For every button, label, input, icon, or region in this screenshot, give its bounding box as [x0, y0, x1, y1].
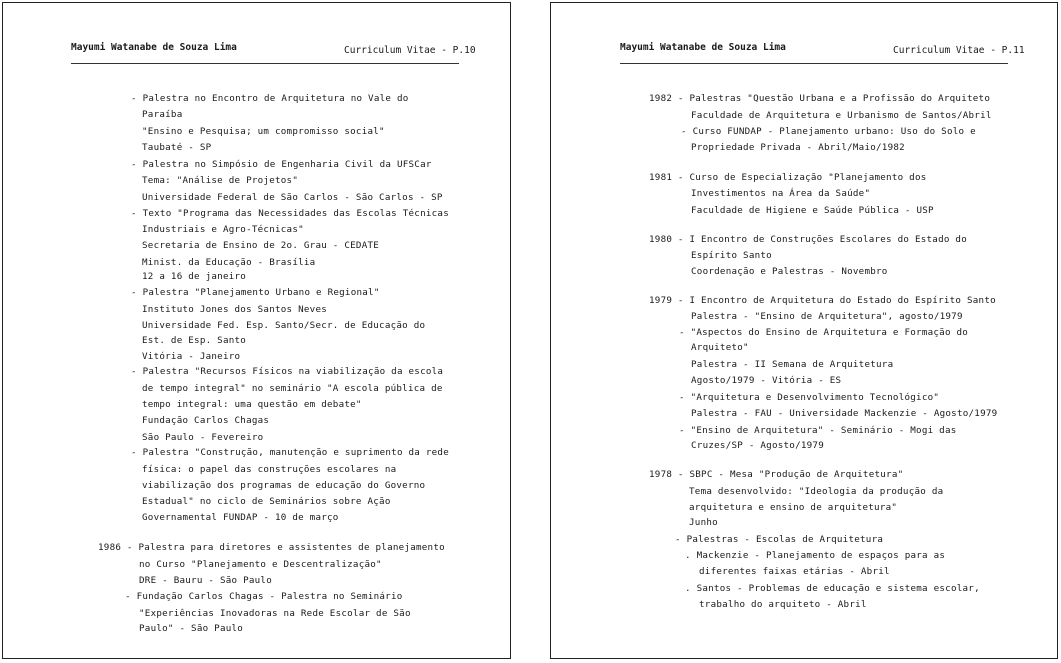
text-line: Palestra - FAU - Universidade Mackenzie - Agosto/1979: [691, 408, 998, 419]
text-line: 1980 - I Encontro de Construções Escolares do Estado do: [649, 234, 967, 245]
page-header-title: Curriculum Vitae - P.11: [893, 45, 1025, 56]
page-header-name: Mayumi Watanabe de Souza Lima: [620, 42, 786, 53]
text-line: . Mackenzie - Planejamento de espaços para as: [685, 550, 946, 561]
text-line: Espírito Santo: [691, 250, 772, 261]
text-line: Palestra - II Semana de Arquitetura: [691, 359, 894, 370]
text-line: - Palestras - Escolas de Arquitetura: [675, 534, 884, 545]
text-line: Minist. da Educação - Brasília: [142, 257, 316, 268]
curriculum-page-right: [550, 2, 1058, 659]
text-line: tempo integral: uma questão em debate": [142, 399, 362, 410]
text-line: diferentes faixas etárias - Abril: [699, 566, 890, 577]
text-line: Investimentos na Área da Saúde": [691, 188, 871, 199]
text-line: Fundação Carlos Chagas: [142, 415, 270, 426]
text-line: Industriais e Agro-Técnicas": [142, 224, 304, 235]
text-line: Paraíba: [142, 109, 183, 120]
header-divider: [620, 63, 1008, 64]
text-line: Instituto Jones dos Santos Neves: [142, 304, 328, 315]
text-line: Universidade Fed. Esp. Santo/Secr. de Educação do: [142, 320, 426, 331]
text-line: - Palestra no Encontro de Arquitetura no Vale do: [131, 93, 409, 104]
text-line: Agosto/1979 - Vitória - ES: [691, 375, 842, 386]
text-line: arquitetura e ensino de arquitetura": [689, 502, 898, 513]
text-line: Propriedade Privada - Abril/Maio/1982: [691, 142, 905, 153]
header-divider: [71, 63, 459, 64]
text-line: Cruzes/SP - Agosto/1979: [691, 440, 824, 451]
text-line: física: o papel das construções escolares na: [142, 464, 397, 475]
text-line: Palestra - "Ensino de Arquitetura", agosto/1979: [691, 311, 963, 322]
text-line: 1979 - I Encontro de Arquitetura do Estado do Espírito Santo: [649, 295, 996, 306]
text-line: Tema desenvolvido: "Ideologia da produção da: [689, 486, 944, 497]
text-line: de tempo integral" no seminário "A escola pública de: [142, 383, 443, 394]
text-line: - Curso FUNDAP - Planejamento urbano: Uso do Solo e: [681, 126, 976, 137]
curriculum-page-left: [2, 2, 511, 659]
text-line: DRE - Bauru - São Paulo: [139, 575, 272, 586]
text-line: Secretaria de Ensino de 2o. Grau - CEDATE: [142, 240, 380, 251]
text-line: Governamental FUNDAP - 10 de março: [142, 512, 339, 523]
text-line: 12 a 16 de janeiro: [142, 271, 247, 282]
text-line: trabalho do arquiteto - Abril: [699, 599, 867, 610]
text-line: - "Aspectos do Ensino de Arquitetura e Formação do: [679, 327, 969, 338]
text-line: 1986 - Palestra para diretores e assistentes de planejamento: [98, 542, 445, 553]
text-line: - Palestra "Construção, manutenção e suprimento da rede: [131, 447, 449, 458]
text-line: 1981 - Curso de Especialização "Planejamento dos: [649, 172, 927, 183]
text-line: "Experiências Inovadoras na Rede Escolar de São: [139, 608, 411, 619]
page-header-title: Curriculum Vitae - P.10: [344, 45, 476, 56]
text-line: - Palestra "Planejamento Urbano e Regional": [131, 287, 380, 298]
text-line: Est. de Esp. Santo: [142, 335, 247, 346]
text-line: Faculdade de Higiene e Saúde Pública - USP: [691, 205, 934, 216]
text-line: Taubaté - SP: [142, 142, 212, 153]
text-line: no Curso "Planejamento e Descentralização": [139, 559, 382, 570]
text-line: 1982 - Palestras "Questão Urbana e a Profissão do Arquiteto: [649, 93, 991, 104]
text-line: Coordenação e Palestras - Novembro: [691, 266, 888, 277]
text-line: Vitória - Janeiro: [142, 351, 241, 362]
text-line: São Paulo - Fevereiro: [142, 432, 264, 443]
text-line: 1978 - SBPC - Mesa "Produção de Arquitetura": [649, 469, 904, 480]
text-line: - Palestra no Simpósio de Engenharia Civil da UFSCar: [131, 159, 432, 170]
text-line: Arquiteto": [691, 342, 749, 353]
text-line: - Texto "Programa das Necessidades das Escolas Técnicas: [131, 208, 449, 219]
text-line: - Palestra "Recursos Físicos na viabilização da escola: [131, 366, 444, 377]
text-line: Estadual" no ciclo de Seminários sobre Ação: [142, 496, 391, 507]
text-line: . Santos - Problemas de educação e sistema escolar,: [685, 583, 980, 594]
text-line: Tema: "Análise de Projetos": [142, 175, 299, 186]
text-line: Paulo" - São Paulo: [139, 623, 244, 634]
text-line: Universidade Federal de São Carlos - São Carlos - SP: [142, 192, 443, 203]
page-header-name: Mayumi Watanabe de Souza Lima: [71, 42, 237, 53]
text-line: "Ensino e Pesquisa; um compromisso social": [142, 126, 385, 137]
text-line: Junho: [689, 517, 718, 528]
text-line: viabilização dos programas de educação do Governo: [142, 480, 426, 491]
text-line: - "Ensino de Arquitetura" - Seminário - Mogi das: [679, 425, 957, 436]
text-line: - "Arquitetura e Desenvolvimento Tecnológico": [679, 392, 940, 403]
text-line: - Fundação Carlos Chagas - Palestra no Seminário: [125, 591, 403, 602]
text-line: Faculdade de Arquitetura e Urbanismo de Santos/Abril: [691, 110, 992, 121]
